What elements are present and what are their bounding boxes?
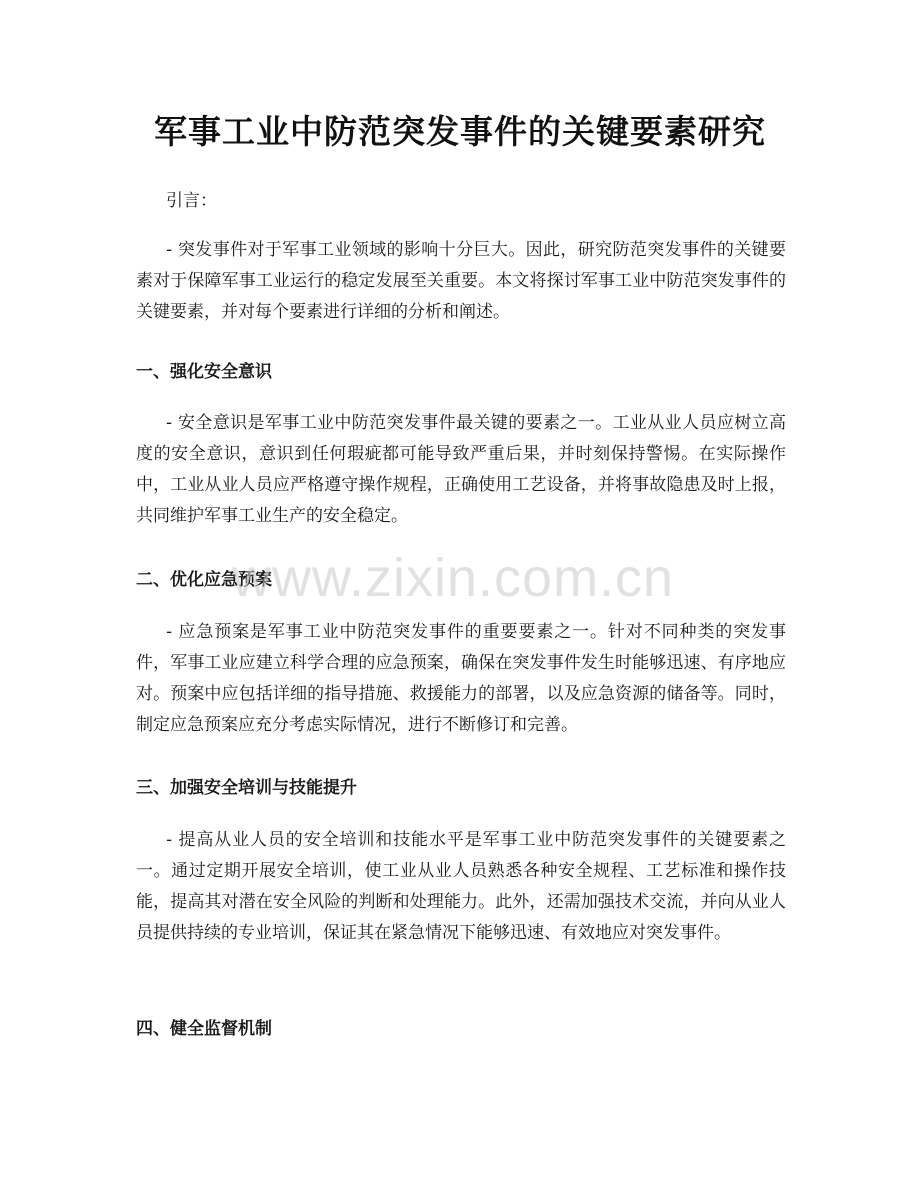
section-heading-1: 一、强化安全意识	[136, 362, 272, 382]
watermark: www.zixin.com.cn	[232, 548, 675, 608]
section-paragraph-1: - 安全意识是军事工业中防范突发事件最关键的要素之一。工业从业人员应树立高度的安全意识，意识到任何瑕疵都可能导致严重后果，并时刻保持警惕。在实际操作中，工业从业人员应严格遵守操作规程，正确使用工艺设备，并将事故隐患及时上报，共同维护军事工业生产的安全稳定。	[136, 413, 786, 526]
document-title: 军事工业中防范突发事件的关键要素研究	[154, 112, 766, 151]
intro-label: 引言：	[166, 191, 217, 211]
section-heading-3: 三、加强安全培训与技能提升	[136, 778, 357, 798]
section-paragraph-2: - 应急预案是军事工业中防范突发事件的重要要素之一。针对不同种类的突发事件，军事工业应建立科学合理的应急预案，确保在突发事件发生时能够迅速、有序地应对。预案中应包括详细的指导措施、救援能力的部署，以及应急资源的储备等。同时，制定应急预案应充分考虑实际情况，进行不断修订和完善。	[136, 622, 786, 735]
section-heading-2: 二、优化应急预案	[136, 570, 272, 590]
intro-paragraph: - 突发事件对于军事工业领域的影响十分巨大。因此，研究防范突发事件的关键要素对于保障军事工业运行的稳定发展至关重要。本文将探讨军事工业中防范突发事件的关键要素，并对每个要素进行详细的分析和阐述。	[136, 240, 786, 322]
section-paragraph-3: - 提高从业人员的安全培训和技能水平是军事工业中防范突发事件的关键要素之一。通过定期开展安全培训，使工业从业人员熟悉各种安全规程、工艺标准和操作技能，提高其对潜在安全风险的判断和处理能力。此外，还需加强技术交流，并向从业人员提供持续的专业培训，保证其在紧急情况下能够迅速、有效地应对突发事件。	[136, 830, 786, 943]
section-heading-4: 四、健全监督机制	[136, 1019, 272, 1039]
